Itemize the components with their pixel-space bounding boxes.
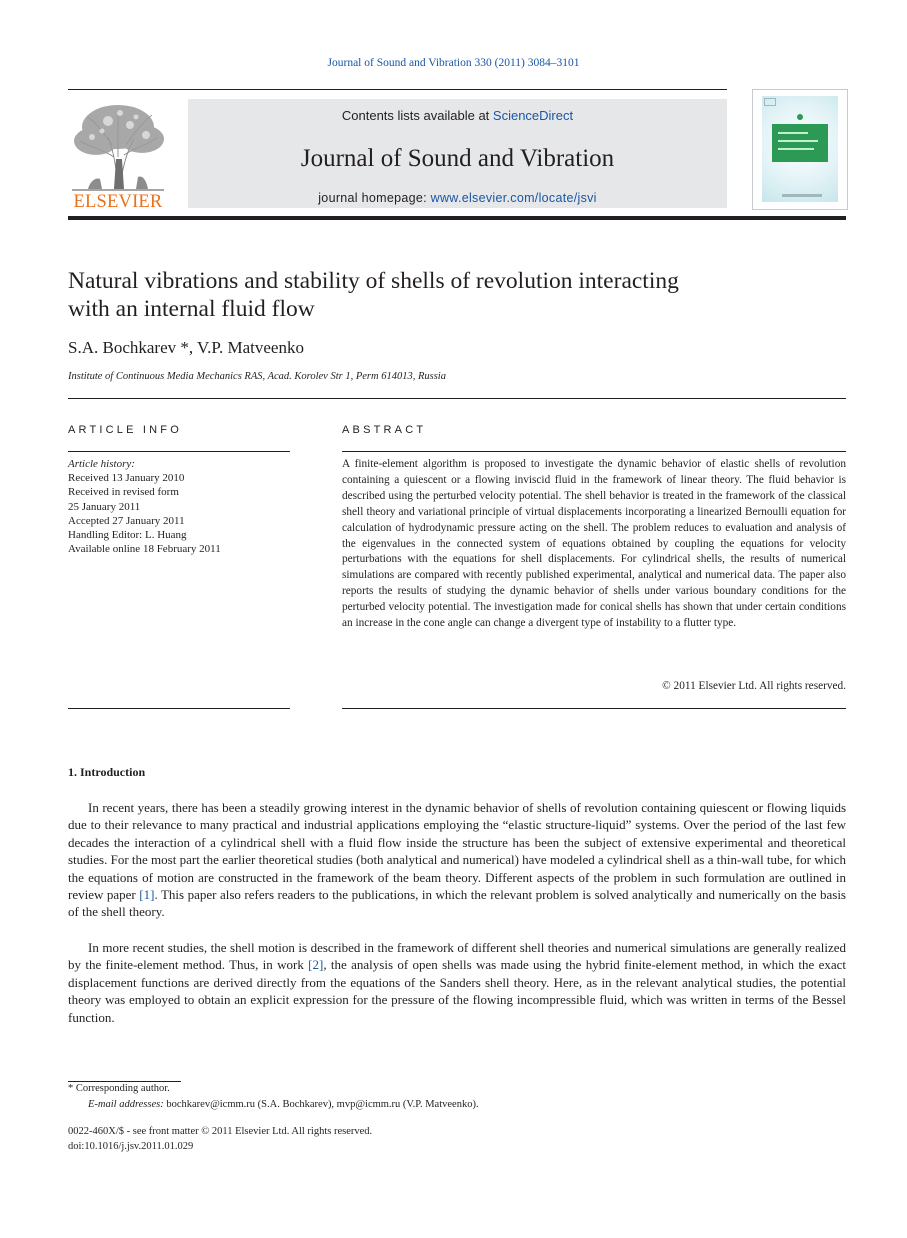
cover-title-line xyxy=(778,140,818,142)
paragraph-text: In recent years, there has been a steadily growing interest in the dynamic behavior of shells of revolution containing quiescent or flowing liquids due to their relevance to many practical and industrial applications employing the “elastic structure-liquid” systems. Over the period of the last few decades the interaction of a cylindrical shell with a fluid flow inside the structure has been the subject of extensive experimental and theoretical studies. For the most part the earlier theoretical studies (both analytical and numerical) have modeled a cylindrical shell as a thin-wall tube, for which the equations of motion are constructed in the framework of the beam theory. Different aspects of the problem in such formulation are outlined in review paper xyxy=(68,800,846,903)
corresponding-author-note: * Corresponding author. xyxy=(68,1083,170,1094)
article-info-heading: ARTICLE INFO xyxy=(68,424,182,436)
cover-emblem-icon xyxy=(797,114,803,120)
contents-prefix: Contents lists available at xyxy=(341,108,493,123)
contents-line xyxy=(188,108,727,123)
history-item: 25 January 2011 xyxy=(68,500,141,513)
divider xyxy=(68,451,290,452)
cover-title-line xyxy=(778,148,814,150)
paragraph-text: . This paper also refers readers to the publications, in which the relevant problem is solved analytically and numerically on the basis of the shell theory. xyxy=(68,887,846,920)
issn-line: 0022-460X/$ - see front matter © 2011 Elsevier Ltd. All rights reserved. xyxy=(68,1126,373,1137)
body-paragraph xyxy=(68,799,846,921)
divider xyxy=(68,708,290,709)
email-addresses[interactable]: bochkarev@icmm.ru (S.A. Bochkarev), mvp@icmm.ru (V.P. Matveenko). xyxy=(163,1099,479,1110)
email-label: E-mail addresses: xyxy=(88,1099,164,1110)
divider xyxy=(342,451,846,452)
history-item: Received 13 January 2010 xyxy=(68,472,185,485)
history-item: Received in revised form xyxy=(68,486,179,499)
history-item: Handling Editor: L. Huang xyxy=(68,529,187,542)
cover-footer-mark xyxy=(782,194,822,197)
title-line: with an internal fluid flow xyxy=(68,296,315,322)
journal-citation[interactable]: Journal of Sound and Vibration 330 (2011) 3084–3101 xyxy=(327,57,580,69)
divider xyxy=(342,708,846,709)
doi-line[interactable]: doi:10.1016/j.jsv.2011.01.029 xyxy=(68,1141,194,1152)
homepage-line xyxy=(188,191,727,205)
journal-homepage-link[interactable]: www.elsevier.com/locate/jsvi xyxy=(430,191,597,205)
journal-cover-thumbnail[interactable] xyxy=(752,89,848,210)
title-line: Natural vibrations and stability of shells of revolution interacting xyxy=(68,268,679,294)
reference-link[interactable]: [1] xyxy=(139,887,155,903)
cover-title-line xyxy=(778,132,808,134)
reference-link[interactable]: [2] xyxy=(308,957,324,973)
abstract-body: A finite-element algorithm is proposed to investigate the dynamic behavior of elastic shells of revolution containing a quiescent or a flowing inviscid fluid in the framework of linear theory. The fluid behavior is described using the perturbed velocity potential. The shell behavior is treated in the framework of the classical shell theory and variational principle of virtual displacements incorporating a linearized Bernoulli equation for calculation of hydrodynamic pressure acting on the shell. The problem reduces to evaluation and analysis of the eigenvalues in the connected system of equations obtained by coupling the equations for velocity perturbations with the equations for shell displacements. For cylindrical shells, the results of numerical simulations are compared with recently published experimental, analytical and numerical data. The paper also reports the results of studying the dynamic behavior of shells under various boundary conditions for the perturbed velocity potential. The investigation made for conical shells has shown that under certain conditions an increase in the cone angle can change a divergent type of instability to a flutter type. xyxy=(342,458,846,630)
abstract-heading: ABSTRACT xyxy=(342,424,427,436)
cover-artwork xyxy=(762,96,838,202)
affiliation: Institute of Continuous Media Mechanics RAS, Acad. Korolev Str 1, Perm 614013, Russia xyxy=(68,371,446,382)
elsevier-wordmark: ELSEVIER xyxy=(73,192,163,212)
header-rule xyxy=(68,216,846,220)
footnote-divider xyxy=(68,1081,181,1082)
paragraph-text: In more recent studies, the shell motion is described in the framework of different shell theories and numerical simulations are generally realized by the finite-element method. Thus, in work xyxy=(68,940,846,973)
email-footnote xyxy=(88,1099,479,1110)
divider xyxy=(68,398,846,399)
copyright-notice: © 2011 Elsevier Ltd. All rights reserved. xyxy=(662,680,846,692)
masthead xyxy=(188,99,727,208)
journal-name: Journal of Sound and Vibration xyxy=(300,145,615,172)
cover-publisher-mark xyxy=(764,98,776,106)
header-top-rule xyxy=(68,89,727,90)
cover-title-block xyxy=(772,124,828,162)
history-label: Article history: xyxy=(68,458,135,470)
paragraph-text: , the analysis of open shells was made using the hybrid finite-element method, in which the exact displacement functions are derived directly from the equations of the Sanders shell theory. Here, as in the relevant analytical studies, the potential theory was employed to obtain an explicit expression for the pressure of the flowing incompressible fluid, which was written in terms of the Bessel function. xyxy=(68,957,846,1025)
section-heading: 1. Introduction xyxy=(68,765,146,779)
article-title xyxy=(68,267,828,323)
history-item: Accepted 27 January 2011 xyxy=(68,514,185,527)
sciencedirect-link[interactable]: ScienceDirect xyxy=(492,108,574,123)
article-history xyxy=(68,457,290,556)
body-paragraph xyxy=(68,939,846,1026)
author-list[interactable]: S.A. Bochkarev *, V.P. Matveenko xyxy=(68,338,304,357)
homepage-prefix: journal homepage: xyxy=(318,191,431,205)
journal-header xyxy=(68,89,846,213)
history-item: Available online 18 February 2011 xyxy=(68,543,221,556)
